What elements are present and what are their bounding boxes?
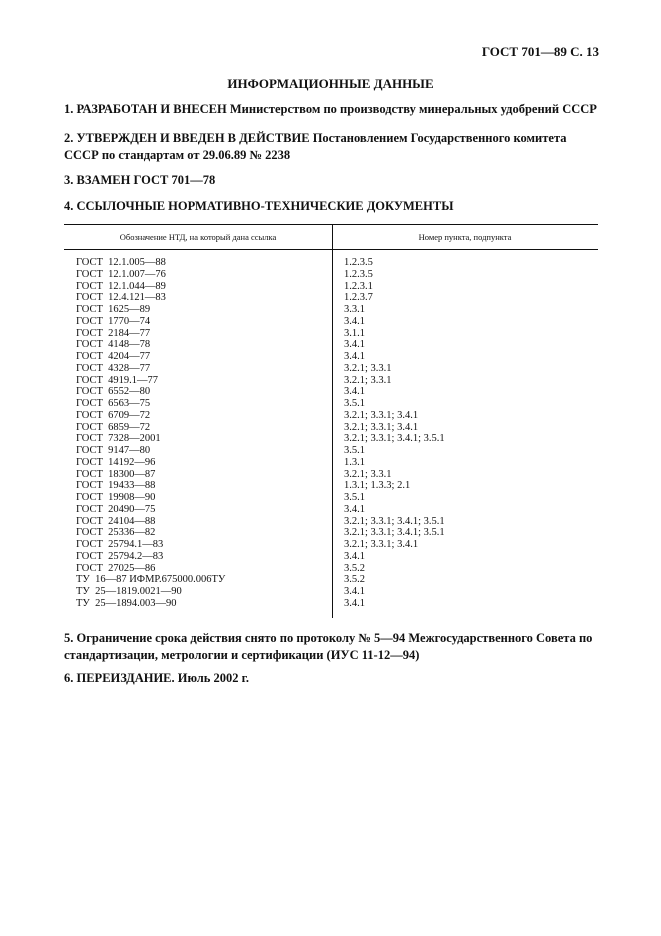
table-row bbox=[64, 257, 598, 269]
clause-numbers: 3.4.1 bbox=[344, 503, 365, 515]
clause-numbers: 1.2.3.7 bbox=[344, 292, 373, 304]
table-row bbox=[64, 445, 598, 457]
clause-numbers: 3.2.1; 3.3.1 bbox=[344, 362, 392, 374]
table-row bbox=[64, 469, 598, 481]
clause-numbers: 1.3.1; 1.3.3; 2.1 bbox=[344, 480, 411, 492]
document-designation: ГОСТ 12.1.007—76 bbox=[76, 268, 166, 280]
clause-numbers: 3.4.1 bbox=[344, 351, 365, 362]
page-header: ГОСТ 701—89 С. 13 bbox=[481, 44, 599, 59]
clause-numbers: 3.4.1 bbox=[344, 315, 365, 327]
clause-numbers: 3.4.1 bbox=[344, 586, 365, 597]
reference-documents-table bbox=[64, 224, 598, 620]
table-row bbox=[64, 433, 598, 445]
document-designation: ГОСТ 4148—78 bbox=[76, 339, 151, 351]
section-number: 6. bbox=[64, 671, 74, 685]
section-1 bbox=[64, 101, 598, 118]
document-designation: ГОСТ 4328—77 bbox=[76, 362, 151, 374]
table-row bbox=[64, 398, 598, 410]
section-lead: РАЗРАБОТАН И ВНЕСЕН bbox=[76, 102, 227, 116]
clause-numbers: 3.2.1; 3.3.1; 3.4.1; 3.5.1 bbox=[344, 527, 445, 539]
clause-numbers: 3.4.1 bbox=[344, 597, 365, 609]
clause-numbers: 3.2.1; 3.3.1 bbox=[344, 374, 392, 386]
section-lead: ССЫЛОЧНЫЕ НОРМАТИВНО-ТЕХНИЧЕСКИЕ ДОКУМЕНТЫ bbox=[76, 199, 454, 213]
table-row bbox=[64, 504, 598, 516]
document-designation: ГОСТ 20490—75 bbox=[76, 503, 156, 515]
clause-numbers: 3.5.1 bbox=[344, 492, 365, 503]
document-designation: ГОСТ 6563—75 bbox=[76, 398, 151, 409]
section-5 bbox=[64, 630, 598, 664]
clause-numbers: 1.2.3.5 bbox=[344, 268, 373, 280]
section-text: Министерством по производству минеральных удобрений СССР bbox=[226, 102, 597, 116]
document-designation: ГОСТ 12.4.121—83 bbox=[76, 292, 166, 304]
document-designation: ГОСТ 25794.2—83 bbox=[76, 550, 164, 562]
table-row bbox=[64, 527, 598, 539]
table-row bbox=[64, 363, 598, 375]
document-designation: ГОСТ 12.1.005—88 bbox=[76, 257, 166, 268]
document-designation: ТУ 25—1894.003—90 bbox=[76, 597, 177, 609]
section-text: Ограничение срока действия снято по протоколу № 5—94 Межгосударственного Совета по стандартизации, метрологии и сертификации (ИУС 11-12—94) bbox=[64, 631, 593, 662]
table-header-clause: Номер пункта, подпункта bbox=[418, 232, 512, 242]
document-designation: ГОСТ 19433—88 bbox=[76, 480, 156, 492]
section-number: 5. bbox=[64, 631, 74, 645]
table-row bbox=[64, 281, 598, 293]
document-designation: ГОСТ 25336—82 bbox=[76, 527, 156, 539]
document-designation: ГОСТ 4919.1—77 bbox=[76, 374, 159, 386]
document-designation: ГОСТ 1770—74 bbox=[76, 315, 151, 327]
document-designation: ГОСТ 6859—72 bbox=[76, 421, 151, 433]
section-4 bbox=[64, 198, 598, 215]
clause-numbers: 3.4.1 bbox=[344, 386, 365, 398]
document-designation: ГОСТ 14192—96 bbox=[76, 456, 156, 468]
clause-numbers: 3.4.1 bbox=[344, 339, 365, 351]
table-row bbox=[64, 586, 598, 598]
clause-numbers: 3.2.1; 3.3.1 bbox=[344, 468, 392, 480]
table-header-rule bbox=[64, 249, 598, 250]
document-designation: ГОСТ 18300—87 bbox=[76, 468, 156, 480]
table-row bbox=[64, 480, 598, 492]
clause-numbers: 3.5.2 bbox=[344, 574, 365, 586]
document-designation: ГОСТ 6709—72 bbox=[76, 409, 151, 421]
document-designation: ГОСТ 27025—86 bbox=[76, 562, 156, 574]
table-row bbox=[64, 351, 598, 363]
document-designation: ГОСТ 25794.1—83 bbox=[76, 539, 164, 550]
table-row bbox=[64, 516, 598, 528]
table-top-rule bbox=[64, 224, 598, 225]
section-lead: УТВЕРЖДЕН И ВВЕДЕН В ДЕЙСТВИЕ bbox=[76, 131, 310, 145]
section-6 bbox=[64, 670, 598, 687]
document-designation: ТУ 16—87 ИФМР.675000.006ТУ bbox=[76, 574, 226, 586]
section-number: 2. bbox=[64, 131, 74, 145]
table-row bbox=[64, 375, 598, 387]
page-title: ИНФОРМАЦИОННЫЕ ДАННЫЕ bbox=[227, 76, 434, 91]
table-row bbox=[64, 551, 598, 563]
clause-numbers: 3.2.1; 3.3.1; 3.4.1 bbox=[344, 421, 419, 433]
section-number: 1. bbox=[64, 102, 74, 116]
table-row bbox=[64, 574, 598, 586]
section-number: 4. bbox=[64, 199, 74, 213]
clause-numbers: 3.2.1; 3.3.1; 3.4.1; 3.5.1 bbox=[344, 515, 445, 527]
table-row bbox=[64, 539, 598, 551]
clause-numbers: 3.5.2 bbox=[344, 562, 365, 574]
table-body bbox=[64, 257, 598, 610]
section-2 bbox=[64, 130, 598, 164]
table-row bbox=[64, 316, 598, 328]
clause-numbers: 3.5.1 bbox=[344, 398, 365, 409]
document-designation: ТУ 25—1819.0021—90 bbox=[76, 586, 182, 597]
table-row bbox=[64, 457, 598, 469]
document-designation: ГОСТ 19908—90 bbox=[76, 492, 156, 503]
clause-numbers: 3.4.1 bbox=[344, 550, 365, 562]
section-text: Постановлением Государственного комитета СССР по стандартам от 29.06.89 № 2238 bbox=[64, 131, 567, 162]
document-designation: ГОСТ 6552—80 bbox=[76, 386, 151, 398]
clause-numbers: 3.1.1 bbox=[344, 327, 365, 339]
table-row bbox=[64, 492, 598, 504]
table-row bbox=[64, 598, 598, 610]
table-header-document: Обозначение НТД, на который дана ссылка bbox=[119, 232, 277, 242]
clause-numbers: 1.2.3.1 bbox=[344, 280, 373, 292]
table-row bbox=[64, 563, 598, 575]
clause-numbers: 3.3.1 bbox=[344, 304, 365, 315]
document-designation: ГОСТ 1625—89 bbox=[76, 304, 151, 315]
table-row bbox=[64, 292, 598, 304]
clause-numbers: 1.3.1 bbox=[344, 456, 365, 468]
clause-numbers: 3.2.1; 3.3.1; 3.4.1 bbox=[344, 539, 419, 550]
table-row bbox=[64, 410, 598, 422]
section-text: Июль 2002 г. bbox=[174, 671, 249, 685]
document-designation: ГОСТ 24104—88 bbox=[76, 515, 156, 527]
table-row bbox=[64, 304, 598, 316]
table-row bbox=[64, 339, 598, 351]
clause-numbers: 3.2.1; 3.3.1; 3.4.1; 3.5.1 bbox=[344, 433, 445, 445]
clause-numbers: 1.2.3.5 bbox=[344, 257, 373, 268]
clause-numbers: 3.2.1; 3.3.1; 3.4.1 bbox=[344, 409, 419, 421]
table-row bbox=[64, 269, 598, 281]
table-row bbox=[64, 328, 598, 340]
document-designation: ГОСТ 2184—77 bbox=[76, 327, 151, 339]
document-designation: ГОСТ 9147—80 bbox=[76, 445, 151, 456]
clause-numbers: 3.5.1 bbox=[344, 445, 365, 456]
section-lead: ВЗАМЕН ГОСТ 701—78 bbox=[76, 173, 216, 187]
section-lead: ПЕРЕИЗДАНИЕ. bbox=[76, 671, 175, 685]
table-row bbox=[64, 386, 598, 398]
section-3 bbox=[64, 172, 598, 189]
document-designation: ГОСТ 12.1.044—89 bbox=[76, 280, 166, 292]
section-number: 3. bbox=[64, 173, 74, 187]
document-designation: ГОСТ 4204—77 bbox=[76, 351, 151, 362]
document-designation: ГОСТ 7328—2001 bbox=[76, 433, 161, 445]
table-row bbox=[64, 422, 598, 434]
